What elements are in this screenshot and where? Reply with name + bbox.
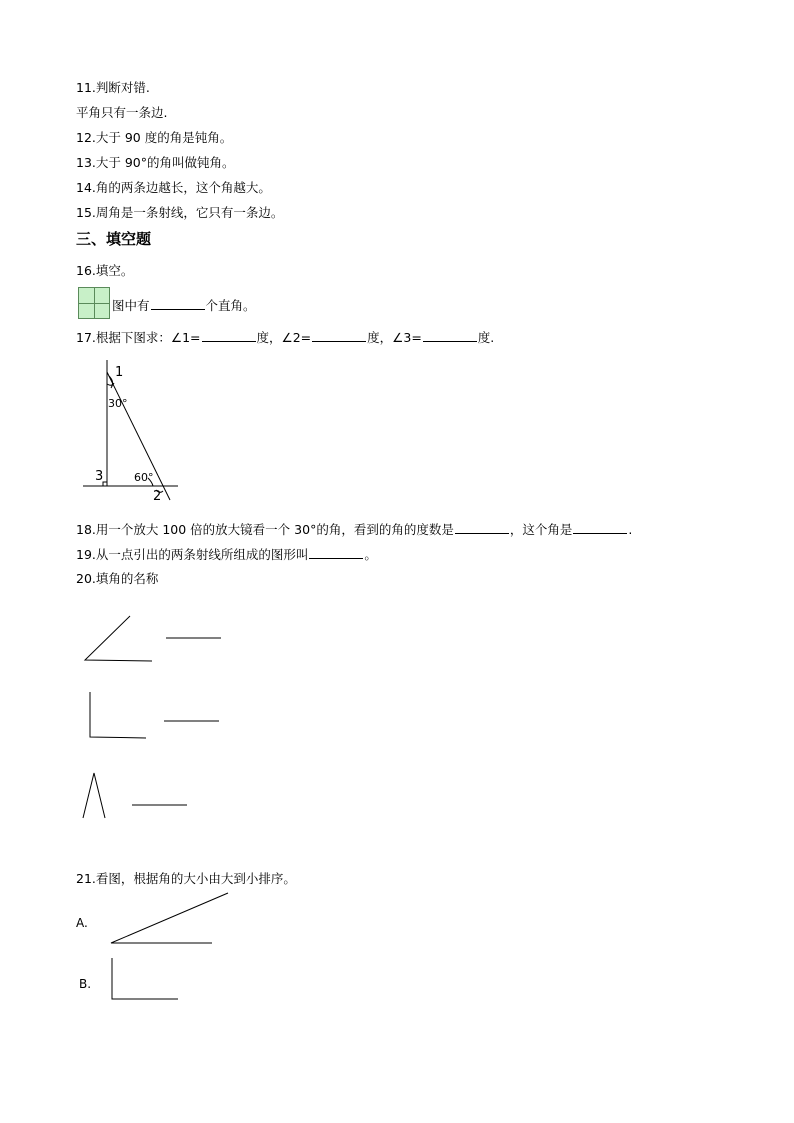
q21-option-a: A. bbox=[76, 916, 88, 930]
q17-text-c: 度，∠3= bbox=[367, 330, 422, 345]
q16-title: 16.填空。 bbox=[76, 263, 134, 278]
q17-text-a: 17.根据下图求：∠1= bbox=[76, 330, 201, 345]
q16-before: 图中有 bbox=[112, 298, 150, 313]
q18-text-a: 18.用一个放大 100 倍的放大镜看一个 30°的角，看到的角的度数是 bbox=[76, 522, 454, 537]
q15-text: 15.周角是一条射线，它只有一条边。 bbox=[76, 205, 284, 220]
q16-after: 个直角。 bbox=[205, 298, 256, 313]
q18-text-b: ，这个角是 bbox=[509, 522, 573, 537]
q19-text-b: 。 bbox=[364, 547, 377, 562]
label-30-degrees: 30° bbox=[108, 397, 128, 410]
q19-text-a: 19.从一点引出的两条射线所组成的图形叫 bbox=[76, 547, 309, 562]
angle-b-figure bbox=[112, 958, 178, 999]
q18-text-c: . bbox=[628, 522, 633, 537]
q21-title: 21.看图，根据角的大小由大到小排序。 bbox=[76, 871, 296, 886]
label-60-degrees: 60° bbox=[134, 471, 154, 484]
q20-title: 20.填角的名称 bbox=[76, 571, 159, 586]
label-angle-3: 3 bbox=[95, 469, 104, 484]
section-heading-fill-in: 三、填空题 bbox=[76, 230, 152, 248]
label-angle-1: 1 bbox=[115, 365, 124, 380]
q13-text: 13.大于 90°的角叫做钝角。 bbox=[76, 155, 235, 170]
q14-text: 14.角的两条边越长，这个角越大。 bbox=[76, 180, 271, 195]
q21-option-b: B. bbox=[79, 977, 92, 991]
q11-statement: 平角只有一条边. bbox=[76, 105, 168, 120]
q12-text: 12.大于 90 度的角是钝角。 bbox=[76, 130, 233, 145]
q17-text-b: 度，∠2= bbox=[256, 330, 312, 345]
q11-title: 11.判断对错. bbox=[76, 80, 150, 95]
label-angle-2: 2 bbox=[153, 489, 162, 504]
angle-a-figure bbox=[111, 893, 228, 943]
q17-text-d: 度. bbox=[477, 330, 495, 345]
